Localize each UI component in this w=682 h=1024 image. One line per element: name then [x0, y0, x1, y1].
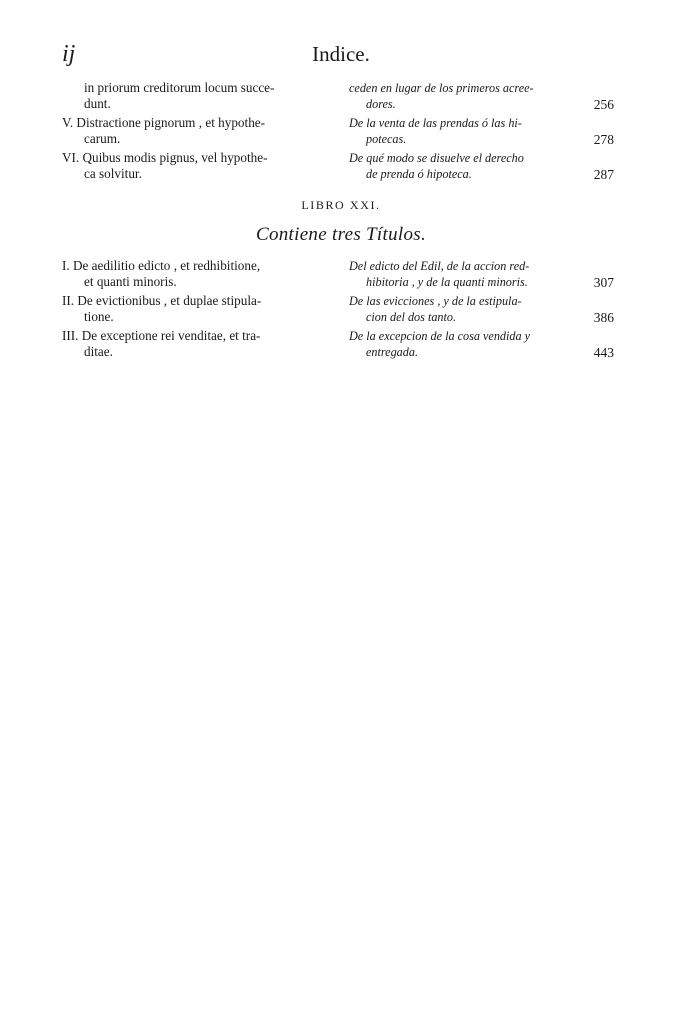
page-number: 443 — [593, 345, 614, 360]
spanish-title — [349, 258, 583, 290]
spanish-title — [349, 328, 583, 360]
latin-line: VI. Quibus modis pignus, vel hypothe- — [62, 150, 268, 165]
book-subheading: Contiene tres Títulos. — [255, 224, 427, 245]
page-number: 307 — [593, 275, 614, 290]
index-entry — [62, 293, 618, 328]
latin-line: II. De evictionibus , et duplae stipula- — [62, 293, 262, 308]
latin-title — [62, 115, 332, 147]
latin-line: in priorum creditorum locum succe- — [84, 80, 275, 95]
index-entry — [62, 328, 618, 363]
running-header: Indice. — [312, 42, 370, 66]
latin-title — [62, 293, 332, 325]
latin-line: et quanti minoris. — [84, 274, 177, 289]
latin-line: I. De aedilitio edicto , et redhibitione, — [62, 258, 261, 273]
spanish-line: potecas. — [366, 132, 407, 146]
spanish-line: hibitoria , y de la quanti minoris. — [366, 275, 528, 289]
spanish-title — [349, 150, 583, 182]
latin-line: dunt. — [84, 96, 111, 111]
book-heading: LIBRO XXI. — [301, 198, 381, 212]
index-section-libro-xxi — [62, 258, 618, 363]
latin-line: carum. — [84, 131, 121, 146]
spanish-line: De la excepcion de la cosa vendida y — [349, 329, 531, 343]
index-section-previous-book — [62, 80, 618, 185]
latin-title — [62, 150, 332, 182]
spanish-title — [349, 293, 583, 325]
latin-line: ditae. — [84, 344, 113, 359]
folio-number: ij — [62, 41, 76, 67]
latin-line: III. De exceptione rei venditae, et tra- — [62, 328, 261, 343]
latin-title — [62, 258, 332, 290]
spanish-line: De las evicciones , y de la estipula- — [349, 294, 522, 308]
spanish-line: entregada. — [366, 345, 419, 359]
latin-line: V. Distractione pignorum , et hypothe- — [62, 115, 266, 130]
page-number: 287 — [593, 167, 614, 182]
latin-line: ca solvitur. — [84, 166, 142, 181]
page-number: 256 — [593, 97, 614, 112]
spanish-title — [349, 115, 583, 147]
latin-title — [62, 80, 332, 112]
index-entry — [62, 115, 618, 150]
spanish-line: ceden en lugar de los primeros acree- — [349, 81, 534, 95]
latin-title — [62, 328, 332, 360]
index-entry — [62, 80, 618, 115]
spanish-line: De qué modo se disuelve el derecho — [349, 151, 524, 165]
spanish-line: de prenda ó hipoteca. — [366, 167, 472, 181]
spanish-title — [349, 80, 583, 112]
index-entry — [62, 150, 618, 185]
index-entry — [62, 258, 618, 293]
spanish-line: dores. — [366, 97, 396, 111]
page-number: 278 — [593, 132, 614, 147]
spanish-line: De la venta de las prendas ó las hi- — [349, 116, 522, 130]
spanish-line: Del edicto del Edil, de la accion red- — [349, 259, 530, 273]
spanish-line: cion del dos tanto. — [366, 310, 457, 324]
latin-line: tione. — [84, 309, 114, 324]
page-number: 386 — [593, 310, 614, 325]
